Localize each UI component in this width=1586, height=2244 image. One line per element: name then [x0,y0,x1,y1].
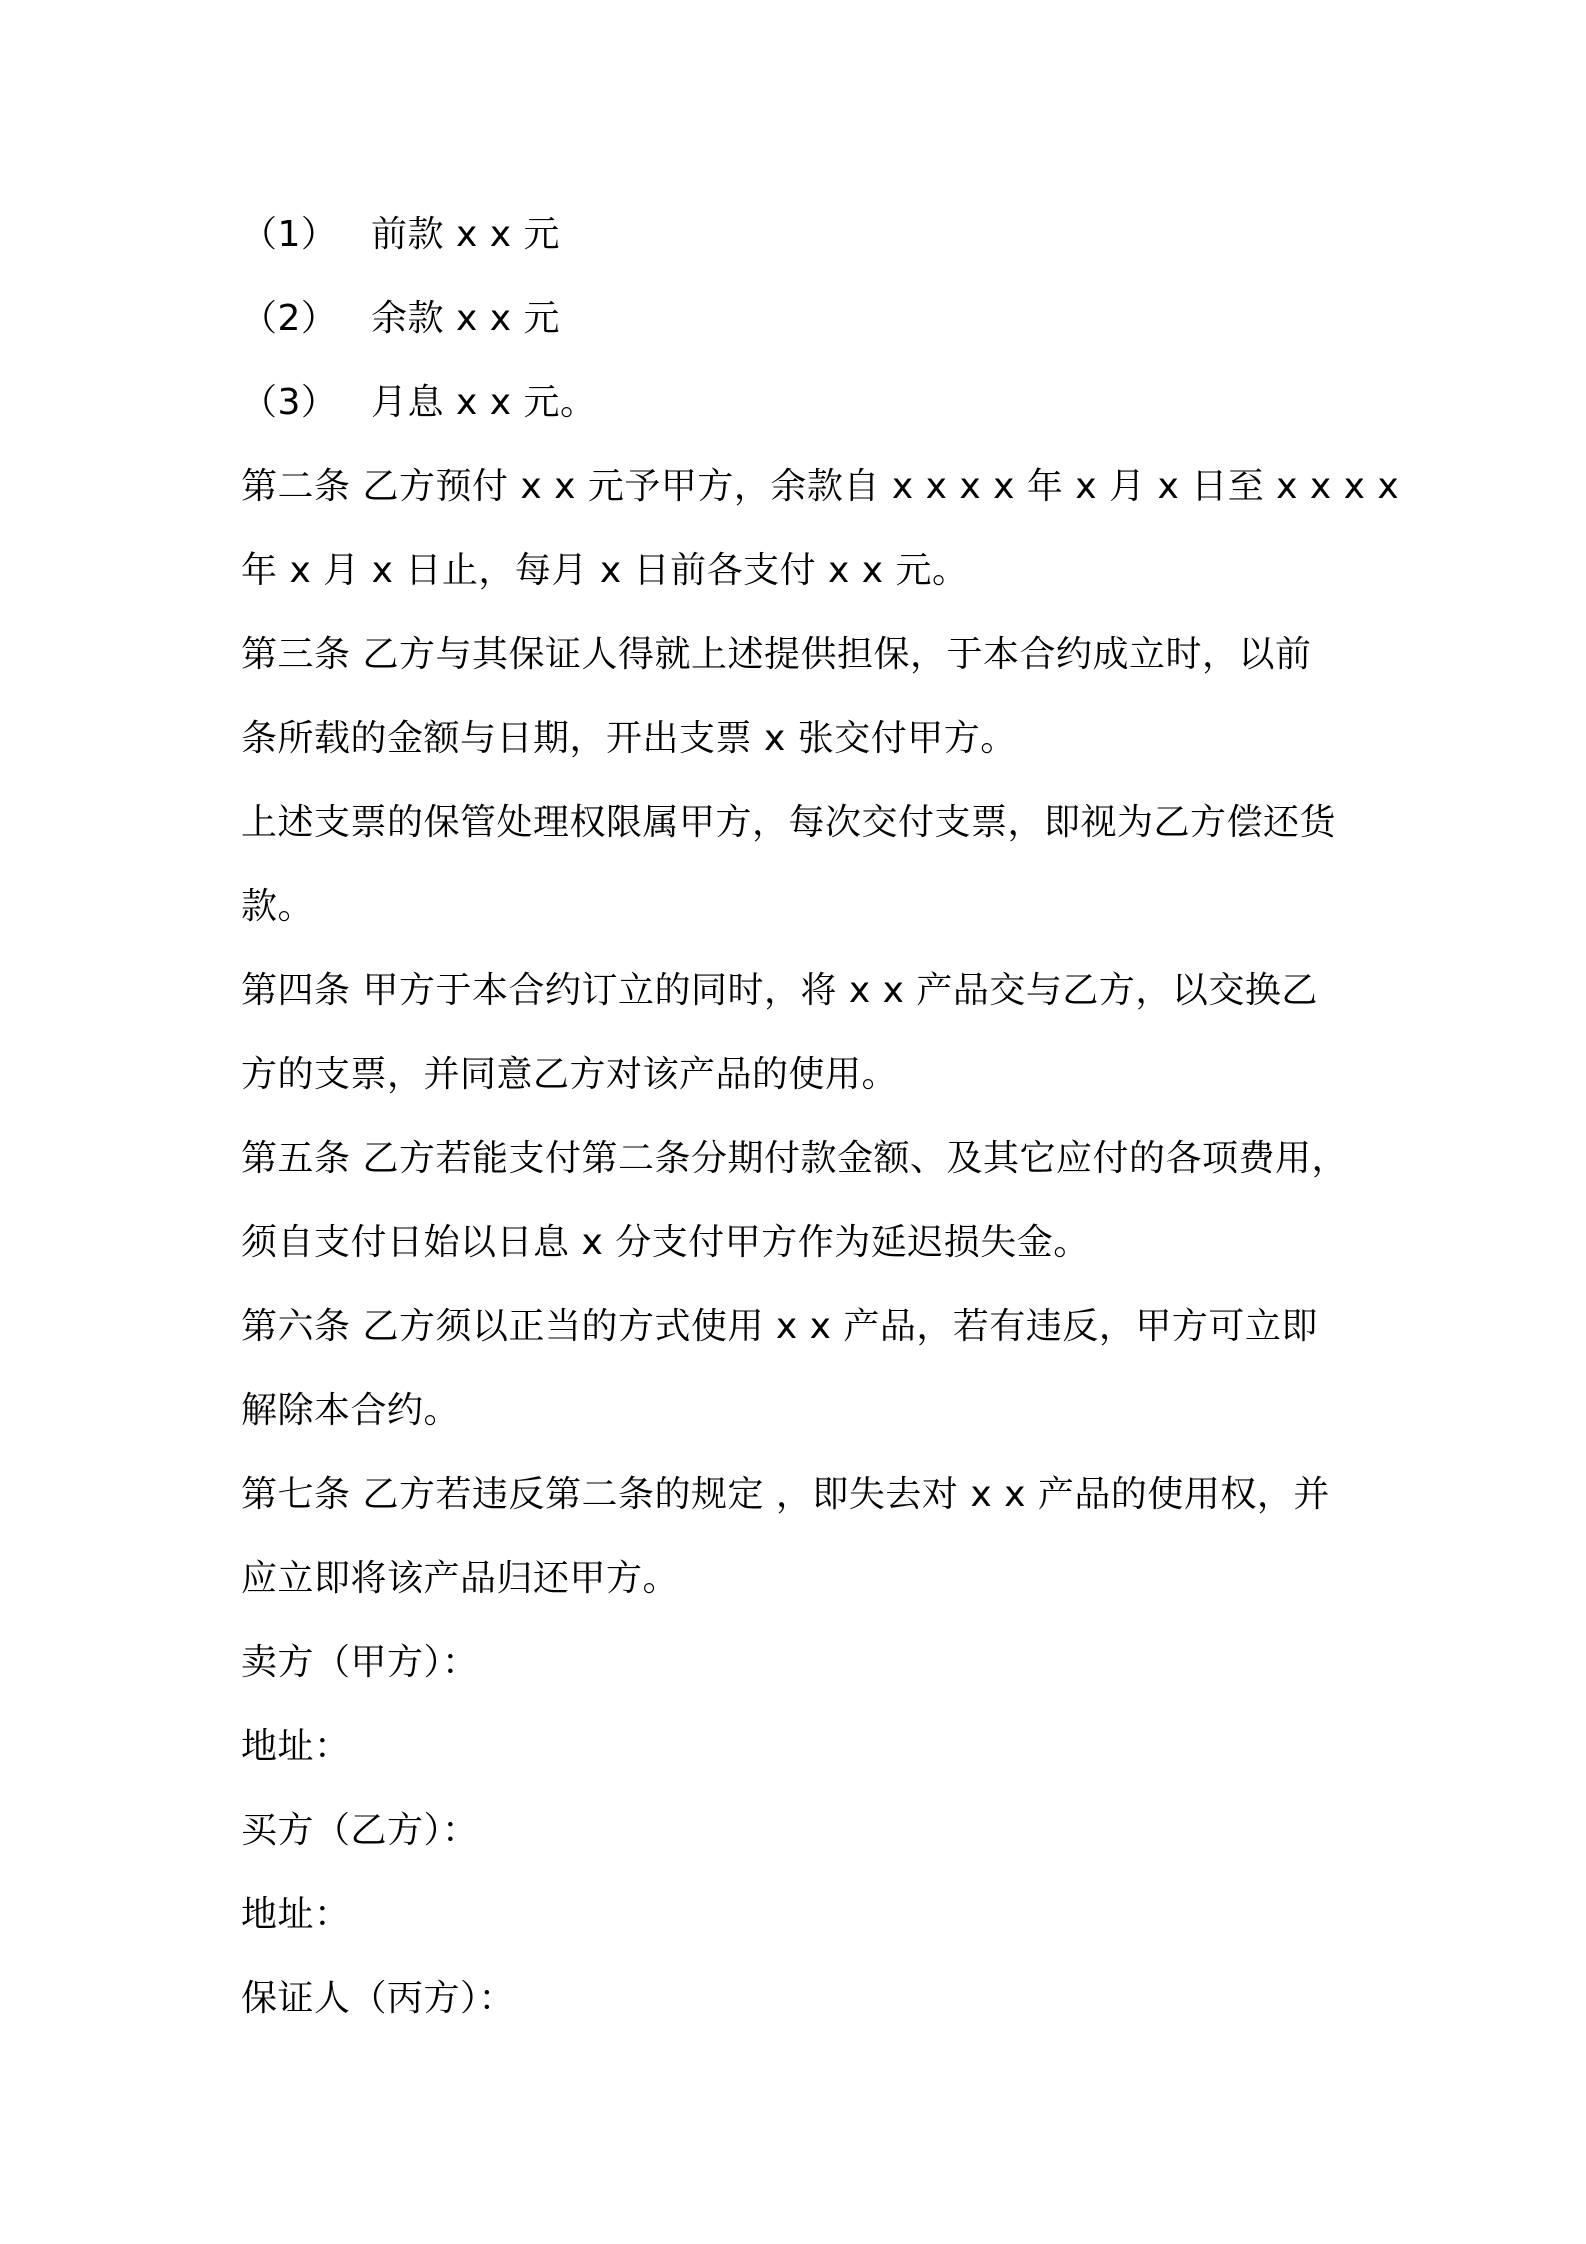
payment-item-3 [241,361,1371,445]
item-number: （3） [241,382,338,423]
buyer-signature-label: 买方（乙方）： [241,1810,479,1851]
item-text: 月息 x x 元。 [371,382,597,423]
payment-item-2 [241,277,1371,361]
article-3-line-2: 条所载的金额与日期，开出支票 x 张交付甲方。 [241,718,1017,759]
article-2-line-2: 年 x 月 x 日止，每月 x 日前各支付 x x 元。 [241,550,969,591]
item-number: （1） [241,214,338,255]
payment-item-1 [241,193,1371,277]
item-text: 前款 x x 元 [371,214,560,255]
cheque-custody-line-2: 款。 [241,886,315,927]
article-7-line-1: 第七条 乙方若违反第二条的规定 ，即失去对 x x 产品的使用权，并 [241,1474,1330,1515]
article-6-line-2: 解除本合约。 [241,1390,461,1431]
article-3-line-1: 第三条 乙方与其保证人得就上述提供担保，于本合约成立时，以前 [241,634,1312,675]
article-5-line-2: 须自支付日始以日息 x 分支付甲方作为延迟损失金。 [241,1222,1090,1263]
seller-address-label: 地址： [241,1726,351,1767]
item-number: （2） [241,298,338,339]
article-2-line-1: 第二条 乙方预付 x x 元予甲方，余款自 x x x x 年 x 月 x 日至 x x x x [241,466,1400,507]
seller-signature-label: 卖方（甲方）： [241,1642,479,1683]
article-7-line-2: 应立即将该产品归还甲方。 [241,1558,680,1599]
article-4-line-1: 第四条 甲方于本合约订立的同时，将 x x 产品交与乙方，以交换乙 [241,970,1318,1011]
article-6-line-1: 第六条 乙方须以正当的方式使用 x x 产品，若有违反，甲方可立即 [241,1306,1318,1347]
article-5-line-1: 第五条 乙方若能支付第二条分期付款金额、及其它应付的各项费用， [241,1138,1348,1179]
article-4-line-2: 方的支票，并同意乙方对该产品的使用。 [241,1054,899,1095]
guarantor-signature-label: 保证人（丙方）： [241,1978,516,2019]
item-text: 余款 x x 元 [371,298,560,339]
cheque-custody-line-1: 上述支票的保管处理权限属甲方，每次交付支票，即视为乙方偿还货 [241,802,1337,843]
document-body [241,193,1400,2041]
buyer-address-label: 地址： [241,1894,351,1935]
